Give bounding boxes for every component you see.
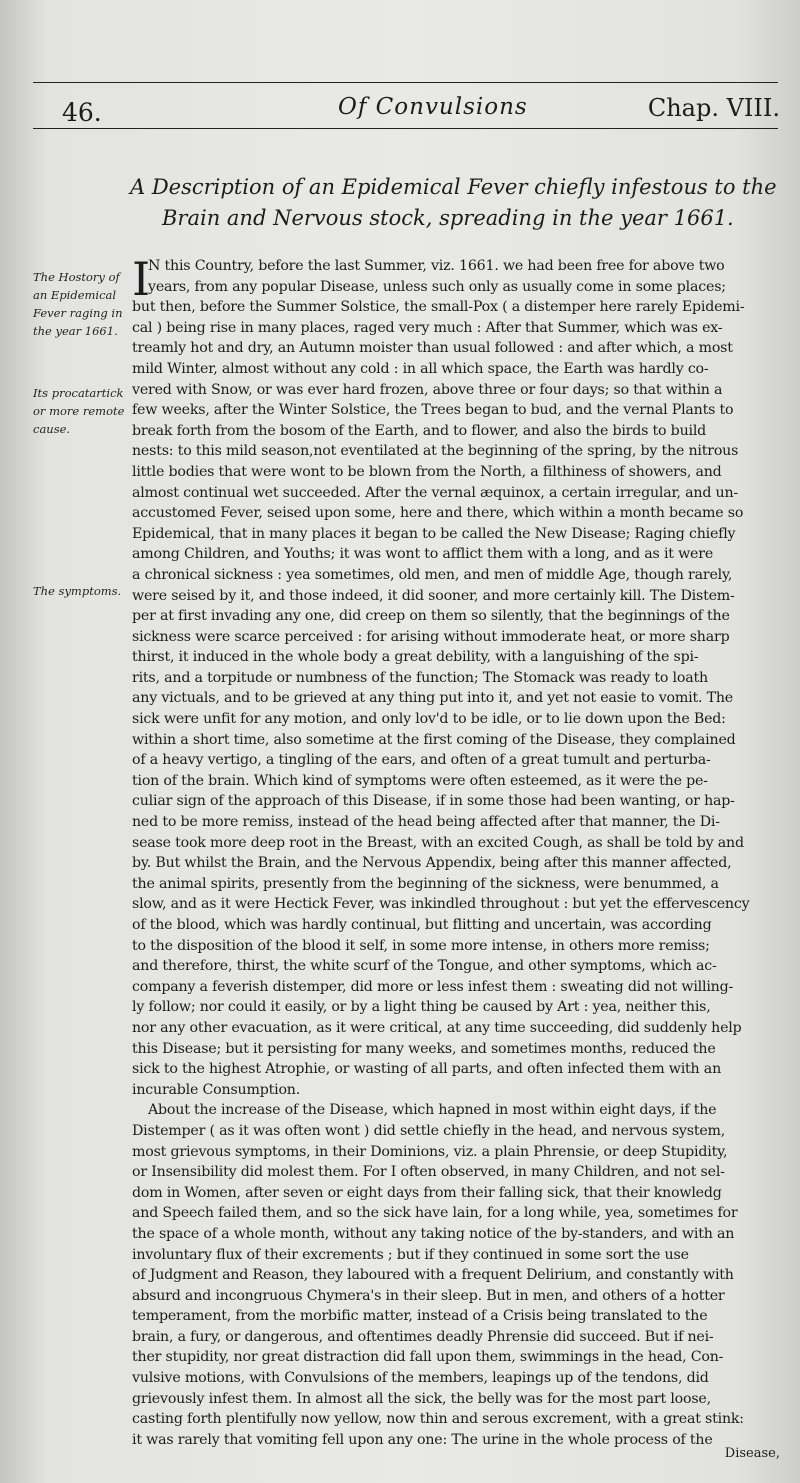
section-title <box>130 172 790 234</box>
body-line: slow, and as it were Hectick Fever, was inkindled throughout : but yet the effervescency <box>132 896 750 913</box>
body-line: of Judgment and Reason, they laboured with a frequent Delirium, and constantly with <box>132 1267 734 1284</box>
body-line: treamly hot and dry, an Autumn moister than usual followed : and after which, a most <box>132 340 733 357</box>
body-line: were seised by it, and those indeed, it did sooner, and more certainly kill. The Distem- <box>132 587 735 604</box>
body-line: ther stupidity, nor great distraction did fall upon them, swimmings in the head, Con- <box>132 1349 724 1366</box>
body-line: sick to the highest Atrophie, or wasting of all parts, and often infected them with an <box>132 1061 722 1078</box>
catchword: Disease, <box>724 1446 780 1461</box>
body-line: little bodies that were wont to be blown from the North, a filthiness of showers, and <box>132 463 722 480</box>
body-line: nests: to this mild season,not eventilated at the beginning of the spring, by the nitrous <box>132 443 739 460</box>
body-line: involuntary flux of their excrements ; but if they continued in some sort the use <box>132 1246 689 1263</box>
body-line: break forth from the bosom of the Earth, and to flower, and also the birds to build <box>132 422 707 439</box>
body-line: rits, and a torpitude or numbness of the function; The Stomack was ready to loath <box>132 669 708 686</box>
sidenote-symptoms: The symptoms. <box>33 584 122 598</box>
body-line: casting forth plentifully now yellow, now thin and serous excrement, with a great stink: <box>132 1411 744 1428</box>
chapter-label: Chap. VIII. <box>647 94 780 122</box>
body-line: almost continual wet succeeded. After the vernal æquinox, a certain irregular, and un- <box>132 484 739 501</box>
body-line: ly follow; nor could it easily, or by a light thing be caused by Art : yea, neither this, <box>132 999 711 1016</box>
body-line: brain, a fury, or dangerous, and oftentimes deadly Phrensie did succeed. But if nei- <box>132 1328 714 1345</box>
header-rule-top <box>33 82 778 83</box>
body-line: absurd and incongruous Chymera's in their sleep. But in men, and others of a hotter <box>132 1287 725 1304</box>
body-line: few weeks, after the Winter Solstice, the Trees began to bud, and the vernal Plants to <box>132 402 734 419</box>
header-rule-bottom <box>33 128 778 129</box>
body-line: Distemper ( as it was often wont ) did settle chiefly in the head, and nervous system, <box>132 1122 726 1139</box>
body-line: thirst, it induced in the whole body a great debility, with a languishing of the spi- <box>132 649 699 666</box>
body-line: mild Winter, almost without any cold : in all which space, the Earth was hardly co- <box>132 360 709 377</box>
body-line: About the increase of the Disease, which hapned in most within eight days, if the <box>148 1102 717 1119</box>
drop-cap: I <box>132 252 151 306</box>
body-line: culiar sign of the approach of this Disease, if in some those had been wanting, or hap- <box>132 793 735 810</box>
body-line: company a feverish distemper, did more or less infest them : sweating did not willing- <box>132 978 734 995</box>
body-line: vulsive motions, with Convulsions of the members, leapings up of the tendons, did <box>132 1370 709 1387</box>
page-number: 46. <box>62 98 102 127</box>
body-line: vered with Snow, or was ever hard frozen, above three or four days; so that within a <box>132 381 723 398</box>
body-line: the animal spirits, presently from the beginning of the sickness, were benummed, a <box>132 875 719 892</box>
sidenote-history: The Hostory of an Epidemical Fever raging in the year 1661. <box>33 270 123 338</box>
body-line: incurable Consumption. <box>132 1081 301 1098</box>
body-line: sease took more deep root in the Breast, with an excited Cough, as shall be told by and <box>132 834 744 851</box>
body-text <box>132 252 782 1450</box>
body-line: N this Country, before the last Summer, viz. 1661. we had been free for above two <box>148 258 725 274</box>
body-line: a chronical sickness : yea sometimes, old men, and men of middle Age, though rarely, <box>132 566 733 583</box>
title-line: A Description of an Epidemical Fever chiefly infestous to the <box>130 175 777 199</box>
body-line: ned to be more remiss, instead of the head being affected after that manner, the Di- <box>132 814 720 831</box>
body-line: years, from any popular Disease, unless such only as usually come in some places; <box>148 278 726 295</box>
body-line: it was rarely that vomiting fell upon any one: The urine in the whole process of the <box>132 1431 713 1448</box>
body-line: of the blood, which was hardly continual, but flitting and uncertain, was according <box>132 917 712 933</box>
body-line: the space of a whole month, without any taking notice of the by-standers, and with an <box>132 1225 735 1242</box>
body-line: but then, before the Summer Solstice, the small-Pox ( a distemper here rarely Epidemi- <box>132 299 745 316</box>
body-line: per at first invading any one, did creep on them so silently, that the beginnings of the <box>132 608 730 625</box>
body-line: and therefore, thirst, the white scurf of the Tongue, and other symptoms, which ac- <box>132 958 717 975</box>
body-line: dom in Women, after seven or eight days from their falling sick, that their knowledg <box>132 1184 722 1201</box>
body-line: to the disposition of the blood it self, in some more intense, in others more remiss; <box>132 937 710 954</box>
body-line: within a short time, also sometime at the first coming of the Disease, they complained <box>132 731 736 748</box>
body-line: Epidemical, that in many places it began to be called the New Disease; Raging chiefly <box>132 525 736 542</box>
body-line: cal ) being rise in many places, raged very much : After that Summer, which was ex- <box>132 319 723 336</box>
body-line: any victuals, and to be grieved at any thing put into it, and yet not easie to vomit. The <box>132 690 733 707</box>
body-line: accustomed Fever, seised upon some, here and there, which within a month became so <box>132 505 744 522</box>
body-line: sick were unfit for any motion, and only lov'd to be idle, or to lie down upon the Bed: <box>132 711 726 728</box>
body-line: among Children, and Youths; it was wont to afflict them with a long, and as it were <box>132 546 714 563</box>
body-line: this Disease; but it persisting for many weeks, and sometimes months, reduced the <box>132 1040 716 1057</box>
body-line: of a heavy vertigo, a tingling of the ears, and often of a great tumult and perturba- <box>132 752 711 769</box>
sidenote-cause: Its procatartick or more remote cause. <box>33 386 125 436</box>
body-line: by. But whilst the Brain, and the Nervous Appendix, being after this manner affected, <box>132 855 732 872</box>
title-line: Brain and Nervous stock, spreading in the year 1661. <box>162 206 734 230</box>
body-line: tion of the brain. Which kind of symptoms were often esteemed, as it were the pe- <box>132 772 708 789</box>
body-line: or Insensibility did molest them. For I often observed, in many Children, and not sel- <box>132 1164 725 1181</box>
body-line: nor any other evacuation, as it were critical, at any time succeeding, did suddenly help <box>132 1019 742 1036</box>
body-line: temperament, from the morbific matter, instead of a Crisis being translated to the <box>132 1308 708 1325</box>
body-line: most grievous symptoms, in their Dominions, viz. a plain Phrensie, or deep Stupidity, <box>132 1143 728 1160</box>
body-line: and Speech failed them, and so the sick have lain, for a long while, yea, sometimes for <box>132 1205 738 1222</box>
body-line: sickness were scarce perceived : for arising without immoderate heat, or more sharp <box>132 628 730 645</box>
running-title: Of Convulsions <box>338 94 528 120</box>
body-line: grievously infest them. In almost all the sick, the belly was for the most part loose, <box>132 1390 711 1407</box>
